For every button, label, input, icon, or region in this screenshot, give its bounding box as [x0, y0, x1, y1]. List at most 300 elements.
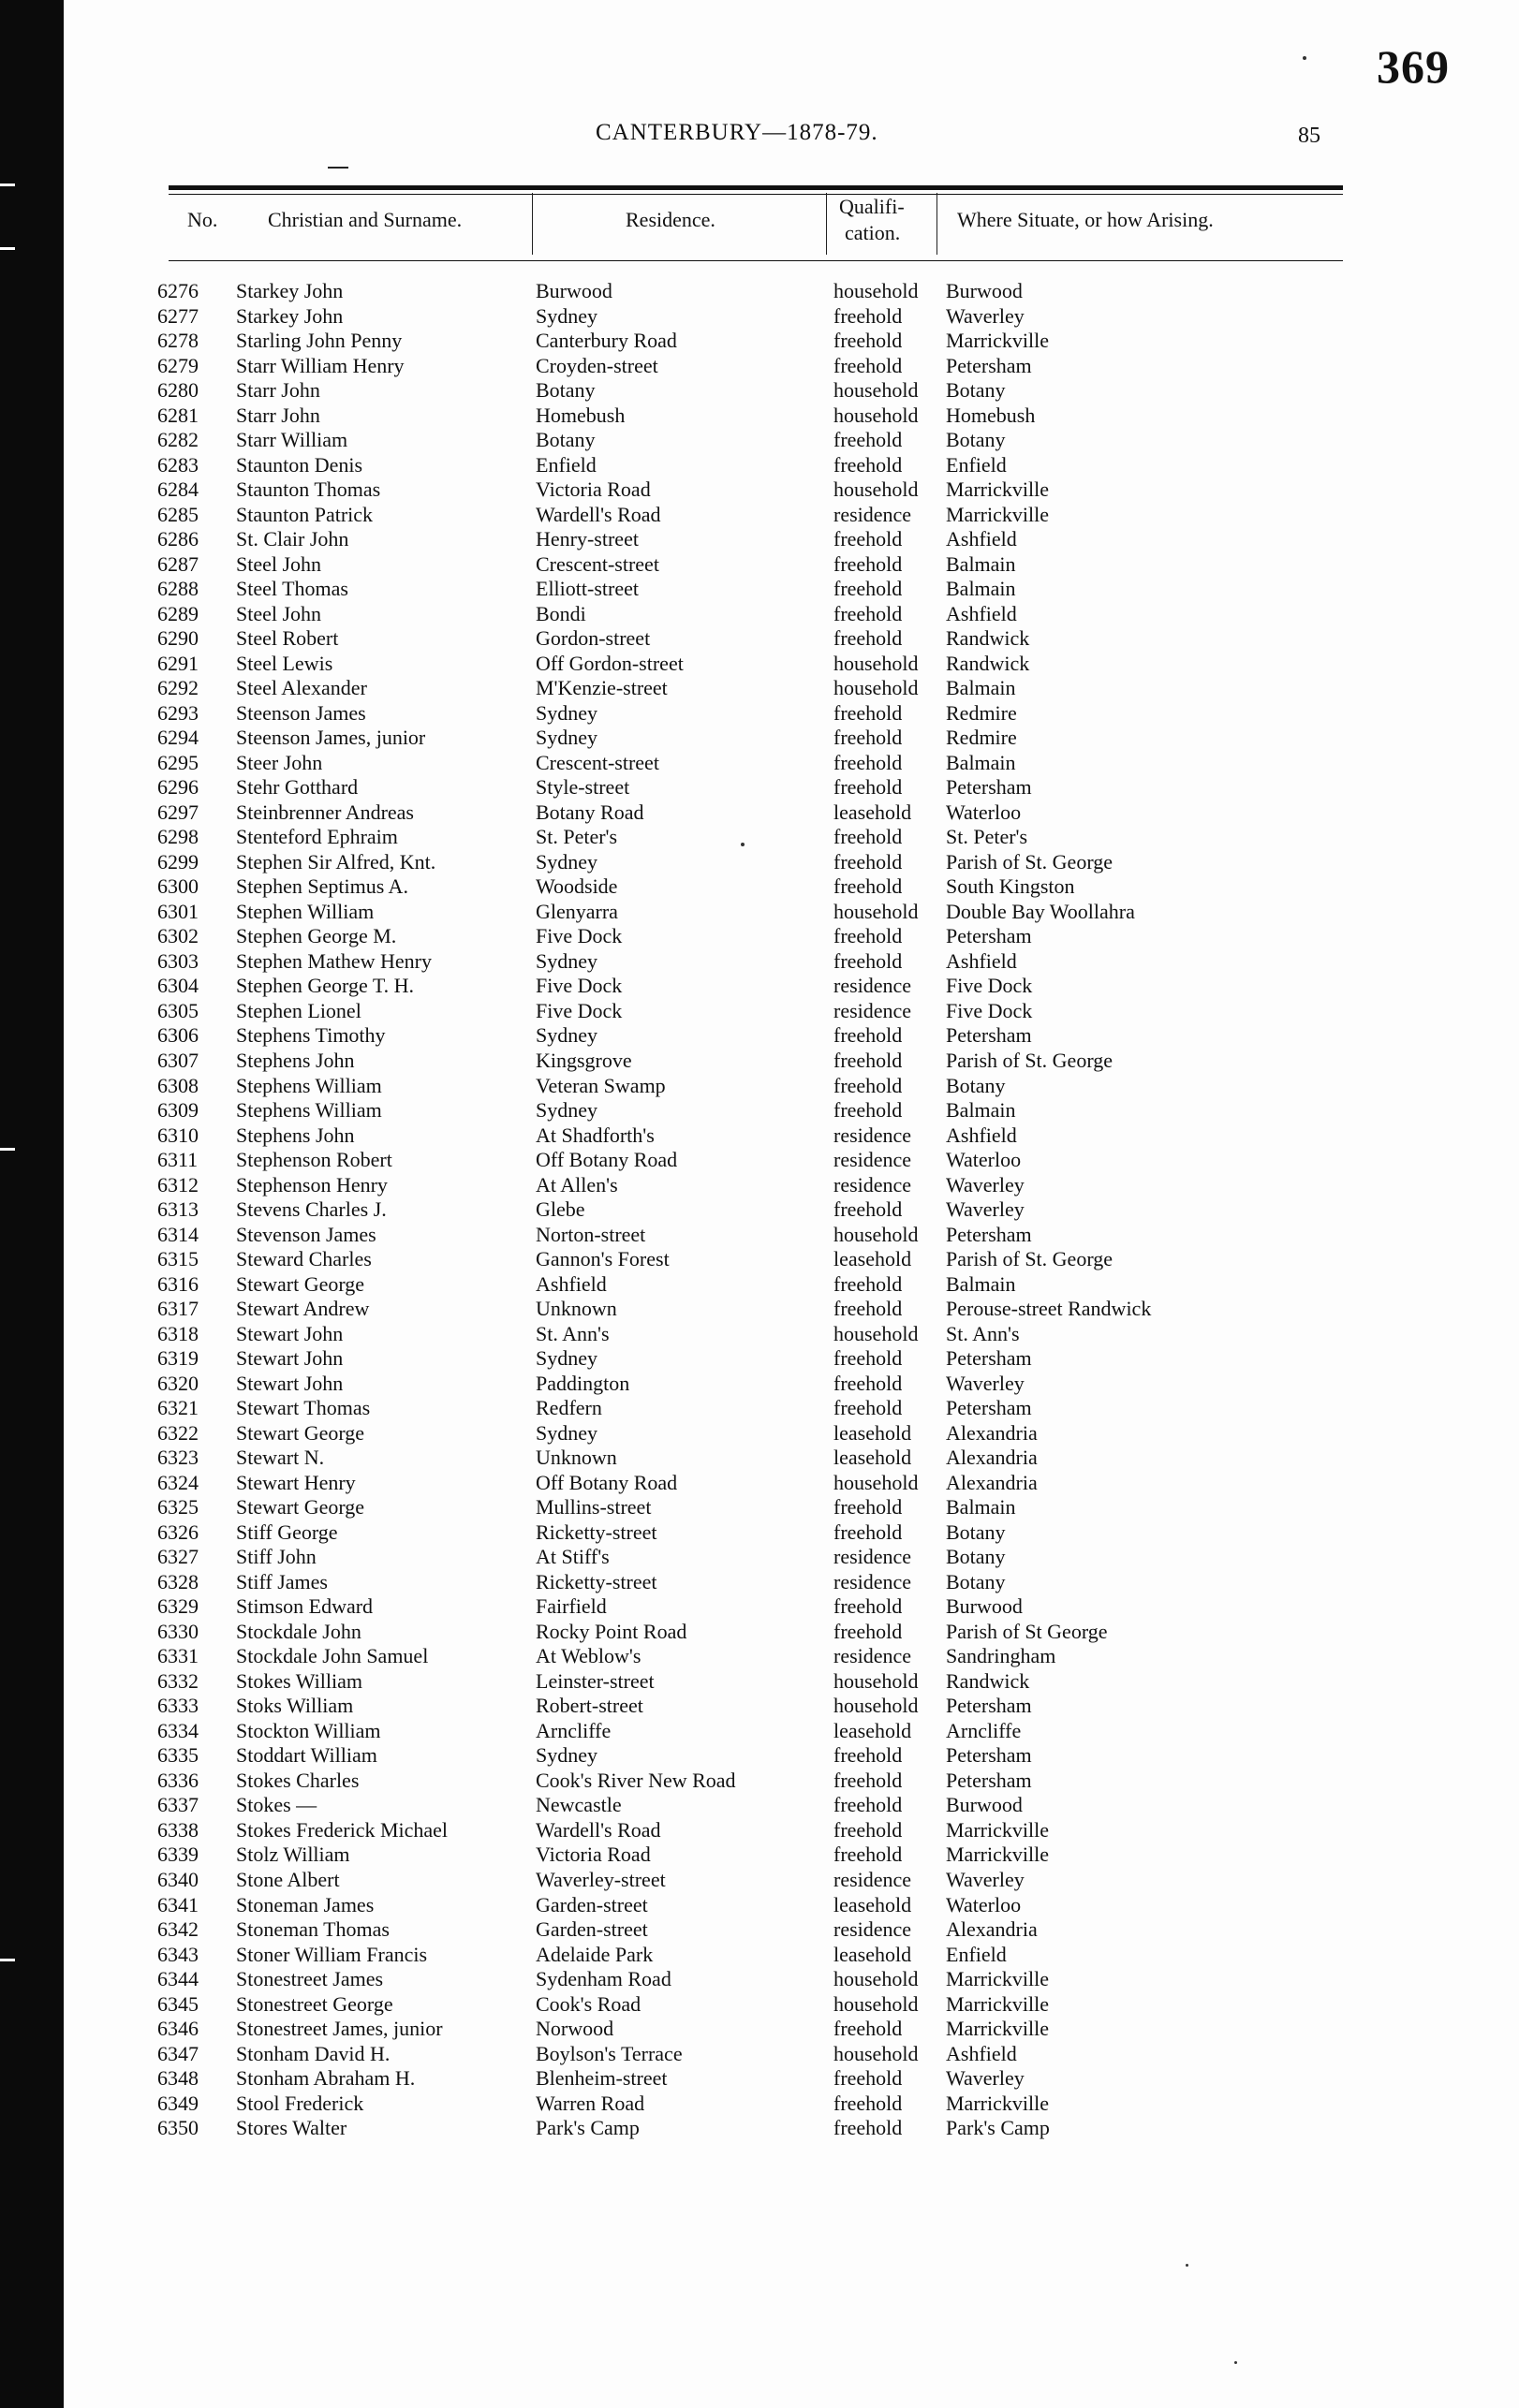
row-qualification: freehold	[833, 874, 903, 899]
row-residence: St. Ann's	[536, 1321, 610, 1345]
row-qualification: freehold	[833, 1619, 903, 1643]
row-residence: Wardell's Road	[536, 502, 661, 526]
row-qualification: household	[833, 1991, 919, 2016]
row-where: St. Peter's	[946, 825, 1028, 849]
row-number: 6336	[157, 1768, 199, 1792]
row-qualification: freehold	[833, 577, 903, 601]
row-name: Stephen Septimus A.	[236, 874, 408, 899]
row-qualification: freehold	[833, 1396, 903, 1420]
row-name: Stephens John	[236, 1048, 355, 1072]
row-number: 6313	[157, 1197, 199, 1222]
row-qualification: freehold	[833, 303, 903, 328]
row-residence: Fairfield	[536, 1594, 607, 1619]
row-qualification: freehold	[833, 601, 903, 625]
row-where: Petersham	[946, 1694, 1032, 1718]
row-where: Parish of St. George	[946, 1247, 1113, 1271]
row-where: Petersham	[946, 924, 1032, 948]
row-name: Starr John	[236, 378, 320, 403]
row-where: Balmain	[946, 551, 1016, 576]
row-where: Waverley	[946, 1371, 1025, 1395]
row-residence: Victoria Road	[536, 1843, 651, 1867]
row-where: Petersham	[946, 775, 1032, 800]
row-residence: Burwood	[536, 279, 612, 302]
row-number: 6305	[157, 998, 199, 1022]
row-number: 6330	[157, 1619, 199, 1643]
row-qualification: freehold	[833, 1271, 903, 1296]
row-number: 6297	[157, 800, 199, 824]
row-number: 6327	[157, 1545, 199, 1569]
row-qualification: freehold	[833, 626, 903, 651]
row-number: 6345	[157, 1991, 199, 2016]
row-number: 6299	[157, 849, 199, 874]
row-name: Stewart John	[236, 1371, 344, 1395]
row-qualification: leasehold	[833, 1942, 912, 1966]
row-number: 6311	[157, 1148, 199, 1172]
row-number: 6287	[157, 551, 199, 576]
row-number: 6322	[157, 1420, 199, 1445]
row-name: Stokes —	[236, 1793, 317, 1817]
row-where: Petersham	[946, 1023, 1032, 1048]
row-where: Balmain	[946, 1098, 1016, 1123]
row-qualification: household	[833, 1321, 919, 1345]
row-qualification: freehold	[833, 2116, 903, 2140]
row-where: Marrickville	[946, 2091, 1049, 2115]
row-where: Waverley	[946, 1172, 1025, 1197]
row-name: Stiff James	[236, 1569, 328, 1593]
row-where: Marrickville	[946, 1817, 1049, 1842]
table-header-bottom-rule	[169, 260, 1343, 261]
row-residence: Garden-street	[536, 1917, 648, 1942]
row-name: Steenson James, junior	[236, 726, 426, 750]
row-residence: Norton-street	[536, 1222, 646, 1246]
row-name: Stoner William Francis	[236, 1942, 428, 1966]
row-residence: Ricketty-street	[536, 1520, 657, 1544]
row-where: Double Bay Woollahra	[946, 899, 1135, 923]
row-number: 6293	[157, 700, 199, 725]
row-residence: Gordon-street	[536, 626, 651, 651]
row-number: 6288	[157, 577, 199, 601]
row-residence: Cook's Road	[536, 1991, 642, 2016]
row-residence: Off Botany Road	[536, 1470, 678, 1494]
row-number: 6300	[157, 874, 199, 899]
row-number: 6292	[157, 676, 199, 700]
row-name: Stewart Andrew	[236, 1297, 370, 1321]
row-qualification: freehold	[833, 1346, 903, 1371]
row-residence: Robert-street	[536, 1694, 643, 1718]
page-title: CANTERBURY—1878-79.	[596, 120, 878, 145]
row-where: Botany	[946, 428, 1006, 452]
row-where: Marrickville	[946, 477, 1049, 502]
row-qualification: residence	[833, 502, 912, 526]
row-where: Randwick	[946, 1668, 1030, 1693]
row-where: Marrickville	[946, 1843, 1049, 1867]
row-number: 6350	[157, 2116, 199, 2140]
row-name: Stoddart William	[236, 1743, 377, 1768]
row-residence: Bondi	[536, 601, 586, 625]
row-name: Stephen William	[236, 899, 375, 923]
row-qualification: freehold	[833, 849, 903, 874]
row-residence: Glebe	[536, 1197, 585, 1222]
row-where: Petersham	[946, 1396, 1032, 1420]
row-qualification: freehold	[833, 1495, 903, 1520]
row-residence: Woodside	[536, 874, 618, 899]
row-name: Stephen Lionel	[236, 998, 361, 1022]
row-residence: Off Gordon-street	[536, 651, 684, 675]
row-residence: Crescent-street	[536, 750, 659, 774]
row-name: Stephens John	[236, 1123, 355, 1147]
row-residence: Norwood	[536, 2017, 614, 2041]
row-number: 6331	[157, 1644, 199, 1668]
row-number: 6320	[157, 1371, 199, 1395]
row-residence: Homebush	[536, 403, 626, 427]
row-where: Petersham	[946, 353, 1032, 377]
row-residence: Sydney	[536, 700, 597, 725]
row-qualification: freehold	[833, 551, 903, 576]
row-where: Botany	[946, 1545, 1006, 1569]
row-name: Stimson Edward	[236, 1594, 374, 1619]
row-name: Stockdale John	[236, 1619, 361, 1643]
row-name: Stonestreet James, junior	[236, 2017, 443, 2041]
row-name: Starr William	[236, 428, 348, 452]
row-qualification: leasehold	[833, 1420, 912, 1445]
row-residence: Sydney	[536, 1023, 597, 1048]
row-residence: At Stiff's	[536, 1545, 610, 1569]
row-qualification: household	[833, 1967, 919, 1991]
row-name: Stonestreet George	[236, 1991, 393, 2016]
row-name: Stolz William	[236, 1843, 350, 1867]
row-number: 6349	[157, 2091, 199, 2115]
row-qualification: freehold	[833, 1371, 903, 1395]
row-residence: Unknown	[536, 1297, 617, 1321]
row-name: Stockdale John Samuel	[236, 1644, 429, 1668]
row-residence: At Weblow's	[536, 1644, 642, 1668]
row-number: 6306	[157, 1023, 199, 1048]
row-where: Parish of St. George	[946, 849, 1113, 874]
row-qualification: freehold	[833, 700, 903, 725]
row-name: Stehr Gotthard	[236, 775, 359, 800]
row-where: Enfield	[946, 452, 1007, 477]
row-qualification: freehold	[833, 775, 903, 800]
row-where: Waterloo	[946, 1148, 1022, 1172]
row-number: 6298	[157, 825, 199, 849]
row-qualification: leasehold	[833, 1718, 912, 1742]
row-qualification: household	[833, 477, 919, 502]
row-qualification: freehold	[833, 527, 903, 551]
row-number: 6325	[157, 1495, 199, 1520]
row-name: Steinbrenner Andreas	[236, 800, 414, 824]
row-qualification: freehold	[833, 2017, 903, 2041]
row-qualification: freehold	[833, 726, 903, 750]
row-name: Stewart John	[236, 1321, 344, 1345]
row-number: 6304	[157, 974, 199, 998]
column-divider	[826, 193, 827, 255]
scan-binding-edge	[0, 0, 64, 2408]
row-name: Stephen George T. H.	[236, 974, 415, 998]
row-where: Petersham	[946, 1768, 1032, 1792]
row-qualification: residence	[833, 1917, 912, 1942]
binding-mark	[0, 1148, 15, 1151]
row-where: Marrickville	[946, 1967, 1049, 1991]
row-qualification: household	[833, 279, 919, 302]
binding-mark	[0, 247, 15, 250]
row-name: Stool Frederick	[236, 2091, 364, 2115]
row-residence: Mullins-street	[536, 1495, 652, 1520]
row-qualification: household	[833, 651, 919, 675]
row-name: Stokes Frederick Michael	[236, 1817, 449, 1842]
row-residence: Glenyarra	[536, 899, 618, 923]
row-where: Burwood	[946, 1594, 1023, 1619]
row-name: Stephen George M.	[236, 924, 397, 948]
divider	[328, 167, 348, 169]
row-name: Stonestreet James	[236, 1967, 384, 1991]
row-number: 6341	[157, 1892, 199, 1916]
column-header-residence: Residence.	[626, 208, 715, 231]
row-where: Petersham	[946, 1743, 1032, 1768]
row-residence: Rocky Point Road	[536, 1619, 687, 1643]
row-where: Botany	[946, 1569, 1006, 1593]
row-name: Staunton Thomas	[236, 477, 381, 502]
row-where: Enfield	[946, 1942, 1007, 1966]
row-number: 6308	[157, 1073, 199, 1097]
row-name: Stokes William	[236, 1668, 362, 1693]
column-header-qualification-line2: cation.	[845, 221, 901, 244]
row-number: 6296	[157, 775, 199, 800]
row-residence: Ricketty-street	[536, 1569, 657, 1593]
row-residence: At Shadforth's	[536, 1123, 655, 1147]
row-name: Stewart George	[236, 1495, 365, 1520]
binding-mark	[0, 184, 15, 186]
row-residence: M'Kenzie-street	[536, 676, 668, 700]
row-number: 6348	[157, 2066, 199, 2091]
row-where: Marrickville	[946, 502, 1049, 526]
row-number: 6279	[157, 353, 199, 377]
row-number: 6301	[157, 899, 199, 923]
row-where: Marrickville	[946, 329, 1049, 353]
row-where: Ashfield	[946, 1123, 1017, 1147]
row-qualification: freehold	[833, 1520, 903, 1544]
row-number: 6347	[157, 2041, 199, 2065]
row-name: Stone Albert	[236, 1868, 340, 1891]
row-residence: Redfern	[536, 1396, 602, 1420]
row-where: Botany	[946, 378, 1006, 403]
row-name: Steel Alexander	[236, 676, 367, 700]
row-number: 6309	[157, 1098, 199, 1123]
row-where: Five Dock	[946, 974, 1033, 998]
row-where: Balmain	[946, 577, 1016, 601]
row-name: Stephens Timothy	[236, 1023, 386, 1048]
row-residence: At Allen's	[536, 1172, 618, 1197]
row-number: 6312	[157, 1172, 199, 1197]
row-where: Alexandria	[946, 1420, 1038, 1445]
row-qualification: freehold	[833, 1073, 903, 1097]
row-where: Balmain	[946, 750, 1016, 774]
row-qualification: residence	[833, 1868, 912, 1891]
row-residence: Gannon's Forest	[536, 1247, 670, 1271]
row-number: 6285	[157, 502, 199, 526]
row-name: Starling John Penny	[236, 329, 403, 353]
row-where: Ashfield	[946, 2041, 1017, 2065]
row-name: Stephen Mathew Henry	[236, 948, 432, 973]
row-residence: Botany	[536, 428, 596, 452]
column-divider	[936, 193, 937, 255]
row-name: Starkey John	[236, 303, 344, 328]
row-name: Steer John	[236, 750, 323, 774]
row-qualification: residence	[833, 1644, 912, 1668]
row-residence: Sydenham Road	[536, 1967, 671, 1991]
row-residence: Sydney	[536, 1743, 597, 1768]
row-where: Parish of St. George	[946, 1048, 1113, 1072]
row-name: Stoks William	[236, 1694, 354, 1718]
row-number: 6278	[157, 329, 199, 353]
row-where: Petersham	[946, 1222, 1032, 1246]
row-name: Steel Lewis	[236, 651, 333, 675]
row-name: Steel John	[236, 601, 322, 625]
row-qualification: residence	[833, 1123, 912, 1147]
row-where: Randwick	[946, 626, 1030, 651]
row-name: Steel Robert	[236, 626, 339, 651]
row-name: Stephens William	[236, 1098, 382, 1123]
row-residence: Sydney	[536, 726, 597, 750]
row-residence: Botany	[536, 378, 596, 403]
row-residence: Paddington	[536, 1371, 630, 1395]
row-name: Stewart Henry	[236, 1470, 356, 1494]
row-residence: Crescent-street	[536, 551, 659, 576]
row-qualification: leasehold	[833, 1892, 912, 1916]
row-where: Alexandria	[946, 1917, 1038, 1942]
scan-speck	[741, 843, 745, 846]
row-where: Alexandria	[946, 1446, 1038, 1470]
row-residence: Unknown	[536, 1446, 617, 1470]
row-where: South Kingston	[946, 874, 1075, 899]
row-number: 6303	[157, 948, 199, 973]
row-name: Stewart George	[236, 1271, 365, 1296]
row-residence: Off Botany Road	[536, 1148, 678, 1172]
row-residence: Blenheim-street	[536, 2066, 668, 2091]
row-number: 6302	[157, 924, 199, 948]
row-number: 6295	[157, 750, 199, 774]
row-qualification: household	[833, 1694, 919, 1718]
row-name: Staunton Denis	[236, 452, 363, 477]
row-number: 6333	[157, 1694, 199, 1718]
row-where: Waterloo	[946, 1892, 1022, 1916]
row-qualification: freehold	[833, 1768, 903, 1792]
row-where: Ashfield	[946, 601, 1017, 625]
row-residence: Sydney	[536, 948, 597, 973]
row-where: Redmire	[946, 700, 1017, 725]
row-where: Botany	[946, 1073, 1006, 1097]
row-number: 6294	[157, 726, 199, 750]
row-qualification: freehold	[833, 1793, 903, 1817]
row-number: 6329	[157, 1594, 199, 1619]
row-residence: Newcastle	[536, 1793, 622, 1817]
row-where: Alexandria	[946, 1470, 1038, 1494]
row-name: Stephenson Robert	[236, 1148, 392, 1172]
row-where: Homebush	[946, 403, 1036, 427]
row-where: Balmain	[946, 1271, 1016, 1296]
row-qualification: residence	[833, 1569, 912, 1593]
row-number: 6284	[157, 477, 199, 502]
row-residence: Henry-street	[536, 527, 639, 551]
row-residence: Croyden-street	[536, 353, 658, 377]
row-qualification: freehold	[833, 1197, 903, 1222]
row-number: 6307	[157, 1048, 199, 1072]
row-number: 6286	[157, 527, 199, 551]
row-qualification: leasehold	[833, 800, 912, 824]
row-number: 6343	[157, 1942, 199, 1966]
row-residence: Garden-street	[536, 1892, 648, 1916]
row-residence: Five Dock	[536, 998, 623, 1022]
row-qualification: freehold	[833, 1743, 903, 1768]
row-residence: Sydney	[536, 849, 597, 874]
row-where: Marrickville	[946, 1991, 1049, 2016]
row-where: Perouse-street Randwick	[946, 1297, 1152, 1321]
row-number: 6340	[157, 1868, 199, 1891]
row-number: 6339	[157, 1843, 199, 1867]
row-name: Stevens Charles J.	[236, 1197, 387, 1222]
row-qualification: household	[833, 899, 919, 923]
row-number: 6315	[157, 1247, 199, 1271]
row-where: Burwood	[946, 1793, 1023, 1817]
row-number: 6342	[157, 1917, 199, 1942]
row-qualification: freehold	[833, 1023, 903, 1048]
row-residence: Park's Camp	[536, 2116, 640, 2140]
row-name: Stewart John	[236, 1346, 344, 1371]
scan-speck	[1186, 2264, 1188, 2267]
row-name: Stewart N.	[236, 1446, 325, 1470]
row-qualification: freehold	[833, 750, 903, 774]
row-number: 6314	[157, 1222, 199, 1246]
row-residence: Victoria Road	[536, 477, 651, 502]
row-number: 6344	[157, 1967, 199, 1991]
row-number: 6332	[157, 1668, 199, 1693]
row-number: 6326	[157, 1520, 199, 1544]
row-number: 6346	[157, 2017, 199, 2041]
row-qualification: freehold	[833, 924, 903, 948]
row-qualification: leasehold	[833, 1247, 912, 1271]
row-number: 6338	[157, 1817, 199, 1842]
row-qualification: household	[833, 378, 919, 403]
row-qualification: freehold	[833, 428, 903, 452]
row-number: 6316	[157, 1271, 199, 1296]
row-where: Waverley	[946, 2066, 1025, 2091]
row-residence: Sydney	[536, 1346, 597, 1371]
row-name: Stewart George	[236, 1420, 365, 1445]
row-where: Sandringham	[946, 1644, 1056, 1668]
row-name: Steenson James	[236, 700, 366, 725]
row-name: Stevenson James	[236, 1222, 376, 1246]
row-residence: Warren Road	[536, 2091, 645, 2115]
row-name: Stenteford Ephraim	[236, 825, 398, 849]
row-number: 6289	[157, 601, 199, 625]
column-header-no: No.	[187, 208, 218, 231]
row-residence: Arncliffe	[536, 1718, 612, 1742]
row-name: Stephenson Henry	[236, 1172, 388, 1197]
row-where: Burwood	[946, 279, 1023, 302]
row-qualification: freehold	[833, 1098, 903, 1123]
row-where: St. Ann's	[946, 1321, 1020, 1345]
row-where: Balmain	[946, 676, 1016, 700]
row-qualification: residence	[833, 1172, 912, 1197]
page-number: 85	[1298, 124, 1320, 148]
row-qualification: freehold	[833, 329, 903, 353]
row-name: St. Clair John	[236, 527, 349, 551]
row-qualification: freehold	[833, 1297, 903, 1321]
row-residence: Veteran Swamp	[536, 1073, 666, 1097]
row-residence: Enfield	[536, 452, 597, 477]
folio-number: 369	[1377, 40, 1450, 93]
row-name: Starr William Henry	[236, 353, 405, 377]
row-number: 6337	[157, 1793, 199, 1817]
